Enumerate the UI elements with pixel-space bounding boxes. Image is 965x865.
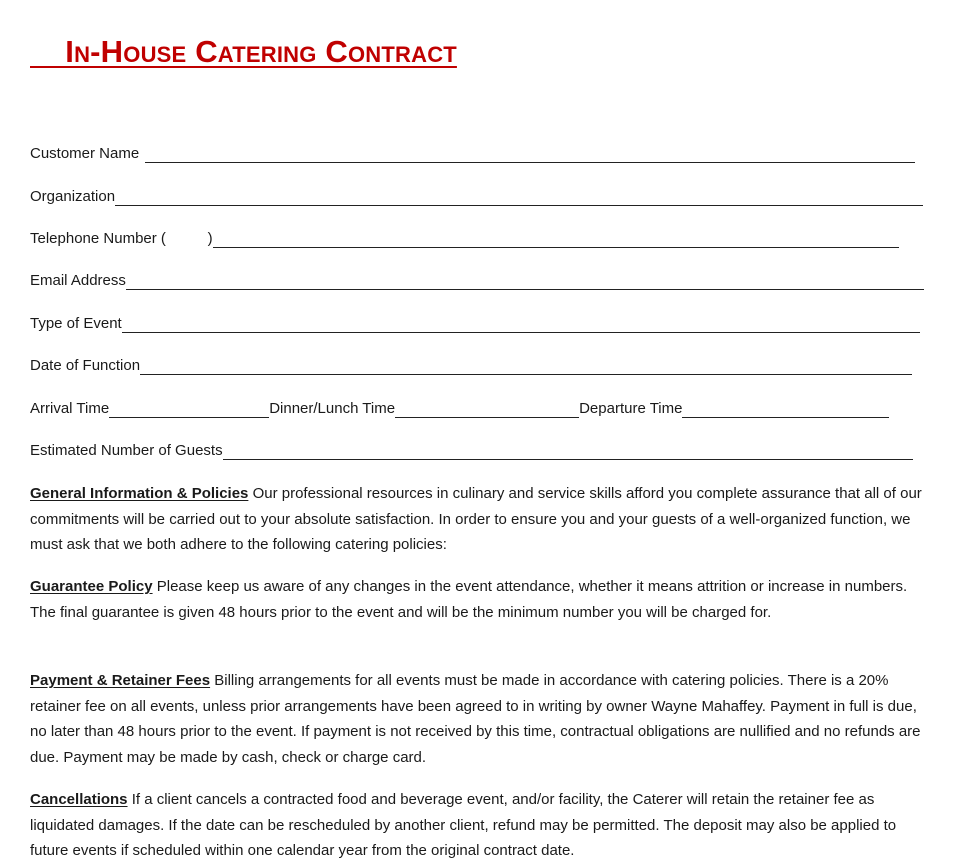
organization-label: Organization bbox=[30, 188, 116, 205]
general-information-heading: General Information & Policies bbox=[30, 485, 249, 502]
cancellations-section bbox=[30, 787, 935, 864]
departure-time-line[interactable] bbox=[682, 417, 889, 418]
customer-name-field[interactable] bbox=[30, 143, 915, 165]
cancellations-text: If a client cancels a contracted food and beverage event, and/or facility, the Caterer will retain the retainer fee as liquidated damages. If the date can be rescheduled by another client, refund may be permitted. The deposit may also be applied to future events if scheduled within one calendar year from the original contract date. bbox=[30, 791, 897, 859]
date-of-function-line[interactable] bbox=[140, 374, 912, 375]
guarantee-policy-section bbox=[30, 574, 935, 625]
payment-retainer-heading: Payment & Retainer Fees bbox=[30, 672, 211, 689]
telephone-field[interactable] bbox=[30, 228, 899, 250]
arrival-time-label: Arrival Time bbox=[30, 400, 110, 417]
dinner-lunch-time-label: Dinner/Lunch Time bbox=[269, 400, 396, 417]
date-of-function-field[interactable] bbox=[30, 355, 912, 377]
guests-line[interactable] bbox=[223, 459, 913, 460]
email-line[interactable] bbox=[126, 289, 924, 290]
guarantee-policy-text: Please keep us aware of any changes in the event attendance, whether it means attrition or increase in numbers. The final guarantee is given 48 hours prior to the event and will be the minimum number you will be charged for. bbox=[30, 578, 908, 621]
telephone-line[interactable] bbox=[213, 247, 899, 248]
telephone-label: Telephone Number ( ) bbox=[30, 230, 213, 247]
general-information-text: Our professional resources in culinary and service skills afford you complete assurance that all of our commitments will be carried out to your absolute satisfaction. In order to ensure you and your guests of a well-organized function, we must ask that we both adhere to the following catering policies: bbox=[30, 485, 922, 553]
event-type-label: Type of Event bbox=[30, 315, 122, 332]
event-type-line[interactable] bbox=[122, 332, 920, 333]
date-of-function-label: Date of Function bbox=[30, 357, 141, 374]
payment-retainer-text: Billing arrangements for all events must be made in accordance with catering policies. There is a 20% retainer fee on all events, unless prior arrangements have been agreed to in writing by owner Wayne Mahaffey. Payment in full is due, no later than 48 hours prior to the event. If payment is not received by this time, contractual obligations are nullified and no refunds are due. Payment may be made by cash, check or charge card. bbox=[30, 672, 921, 766]
email-label: Email Address bbox=[30, 272, 126, 289]
cancellations-heading: Cancellations bbox=[30, 791, 128, 808]
organization-line[interactable] bbox=[115, 205, 923, 206]
general-information-section bbox=[30, 481, 935, 558]
customer-name-label: Customer Name bbox=[30, 145, 140, 162]
payment-retainer-section bbox=[30, 668, 935, 770]
times-row[interactable] bbox=[30, 398, 889, 420]
page-title: In-House Catering Contract bbox=[30, 34, 457, 69]
organization-field[interactable] bbox=[30, 186, 923, 208]
guarantee-policy-heading: Guarantee Policy bbox=[30, 578, 153, 595]
guests-field[interactable] bbox=[30, 440, 913, 462]
guests-label: Estimated Number of Guests bbox=[30, 442, 223, 459]
customer-name-line[interactable] bbox=[145, 162, 915, 163]
departure-time-label: Departure Time bbox=[579, 400, 683, 417]
arrival-time-line[interactable] bbox=[109, 417, 269, 418]
dinner-lunch-time-line[interactable] bbox=[395, 417, 579, 418]
email-field[interactable] bbox=[30, 270, 924, 292]
event-type-field[interactable] bbox=[30, 313, 920, 335]
